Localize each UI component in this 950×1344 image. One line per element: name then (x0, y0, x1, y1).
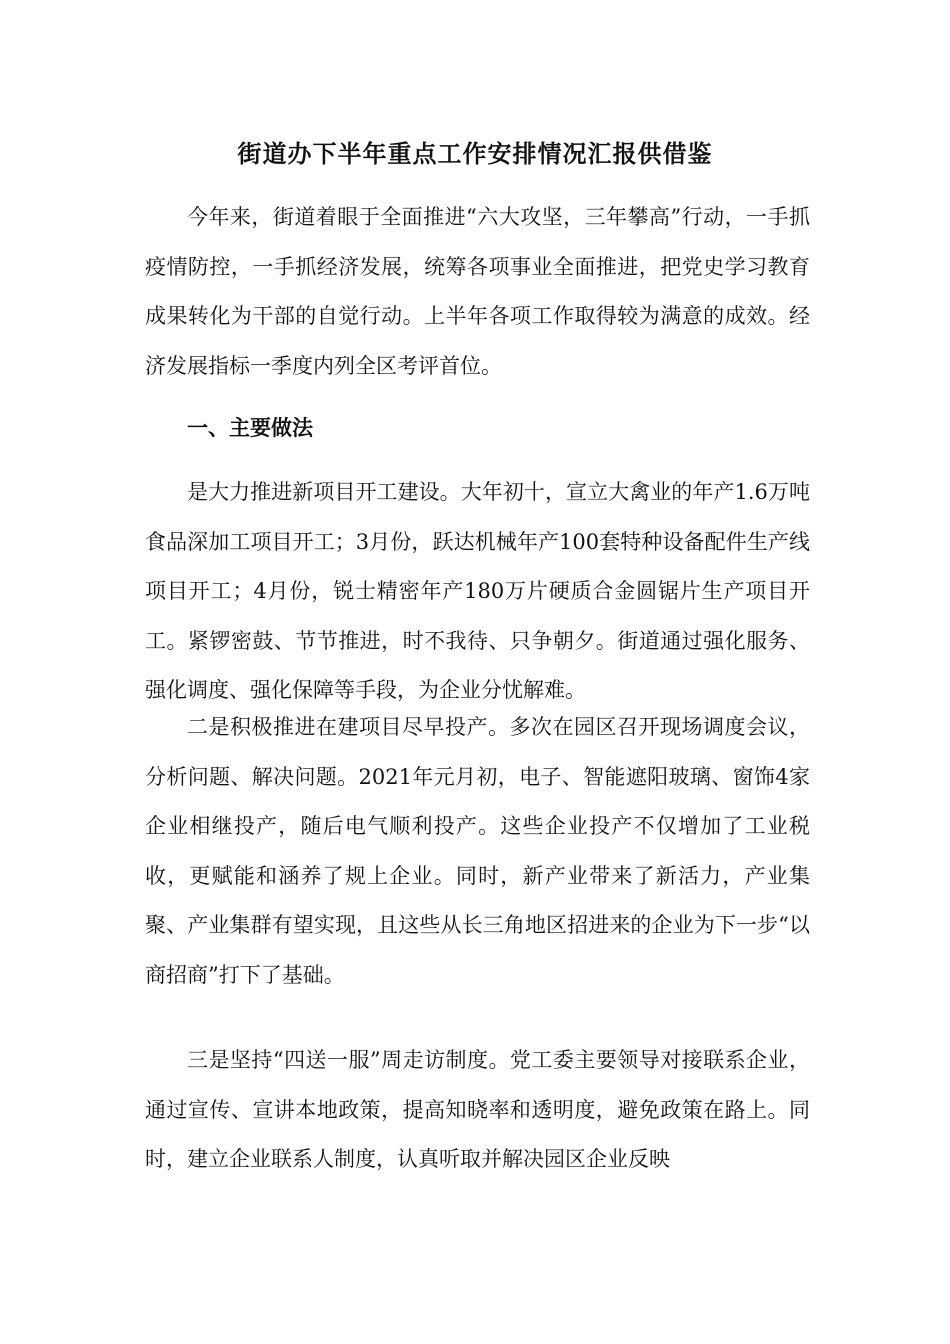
paragraph-production-launch: 二是积极推进在建项目尽早投产。多次在园区召开现场调度会议，分析问题、解决问题。2021年元月初，电子、智能遮阳玻璃、窗饰4家企业相继投产，随后电气顺利投产。这些企业投产不仅增加了工业税收，更赋能和涵养了规上企业。同时，新产业带来了新活力，产业集聚、产业集群有望实现，且这些从长三角地区招进来的企业为下一步“以商招商”打下了基础。 (145, 715, 810, 987)
paragraph-new-projects: 是大力推进新项目开工建设。大年初十，宣立大禽业的年产1.6万吨食品深加工项目开工；3月份，跃达机械年产100套特种设备配件生产线项目开工；4月份，锐士精密年产180万片硬质合金圆锯片生产项目开工。紧锣密鼓、节节推进，时不我待、只争朝夕。街道通过强化服务、强化调度、强化保障等手段，为企业分忧解难。 (145, 480, 810, 702)
section-heading-main-practices: 一、主要做法 (187, 415, 313, 440)
paragraph-intro: 今年来，街道着眼于全面推进“六大攻坚，三年攀高”行动，一手抓疫情防控，一手抓经济发展，统筹各项事业全面推进，把党史学习教育成果转化为干部的自觉行动。上半年各项工作取得较为满意的成效。经济发展指标一季度内列全区考评首位。 (145, 205, 810, 378)
document-title: 街道办下半年重点工作安排情况汇报供借鉴 (237, 139, 713, 168)
paragraph-visit-system: 三是坚持“四送一服”周走访制度。党工委主要领导对接联系企业，通过宣传、宣讲本地政策，提高知晓率和透明度，避免政策在路上。同时，建立企业联系人制度，认真听取并解决园区企业反映 (145, 1048, 810, 1171)
